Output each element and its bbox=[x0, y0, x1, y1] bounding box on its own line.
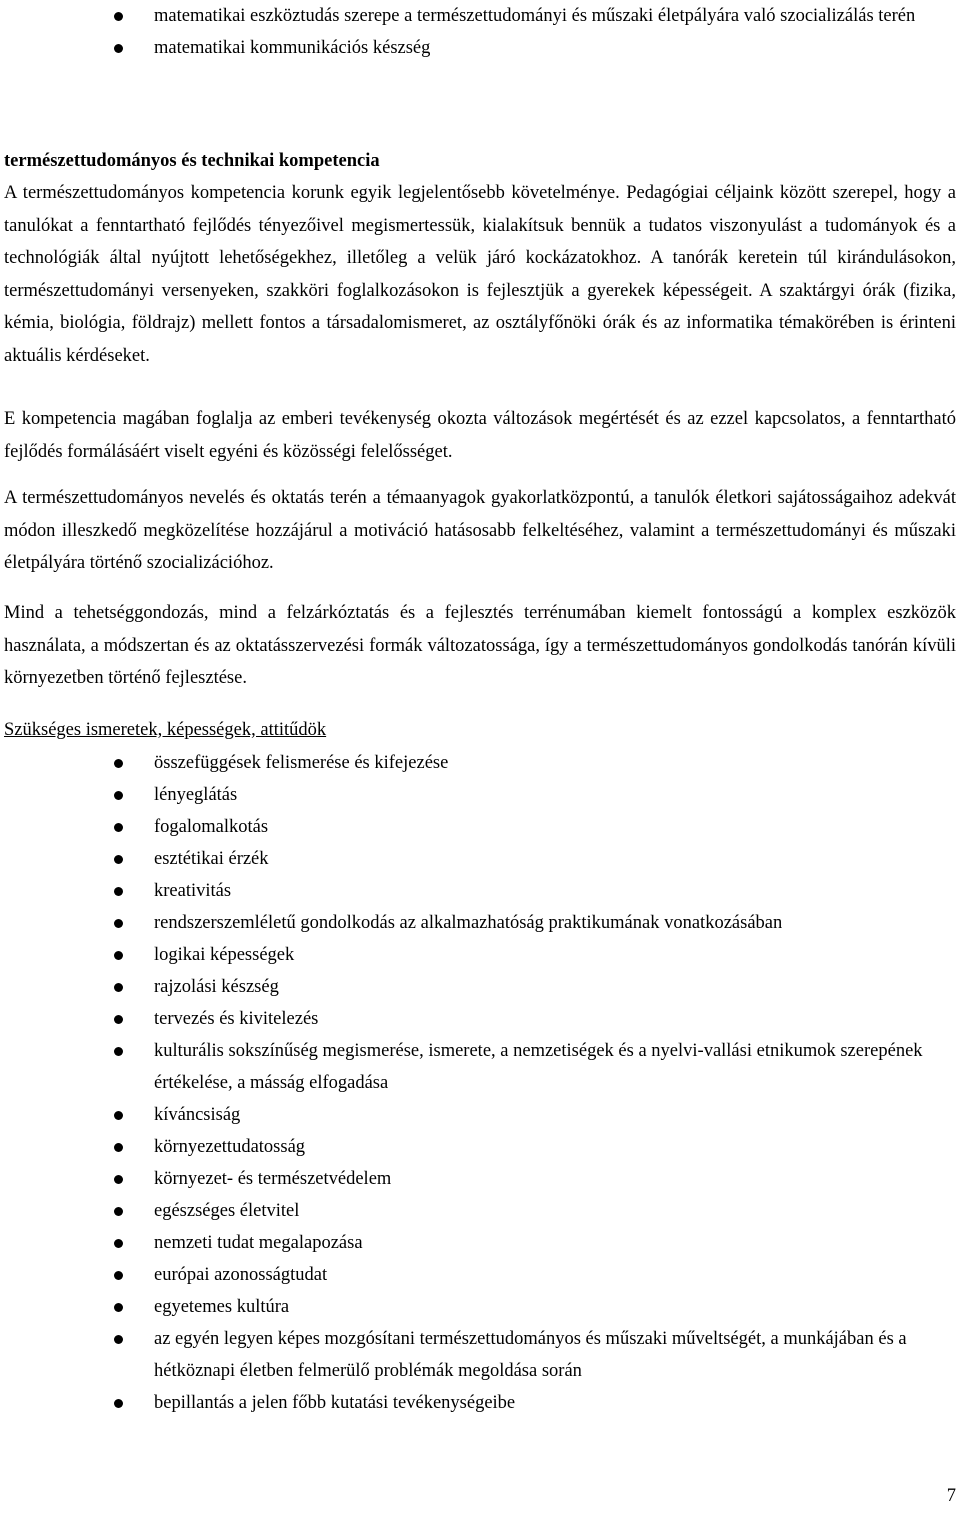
top-bullet-list bbox=[0, 0, 960, 64]
list-item-text: fogalomalkotás bbox=[154, 817, 269, 837]
list-item-text: kreativitás bbox=[154, 881, 232, 901]
list-item bbox=[0, 1387, 960, 1419]
list-item bbox=[0, 1195, 960, 1227]
list-item-text: matematikai eszköztudás szerepe a természettudományi és műszaki életpályára való szocializálás terén bbox=[154, 6, 916, 26]
list-item-text: nemzeti tudat megalapozása bbox=[154, 1233, 363, 1253]
paragraph-talent: Mind a tehetséggondozás, mind a felzárkóztatás és a fejlesztés terrénumában kiemelt fontosságú a komplex eszközök használata, a módszertan és az oktatásszervezési formák változatossága, így a természettudományos gondolkodás tanórán kívüli környezetben történő fejlesztése. bbox=[4, 603, 956, 688]
list-item bbox=[0, 843, 960, 875]
paragraph-education: A természettudományos nevelés és oktatás terén a témaanyagok gyakorlatközpontú, a tanulók életkori sajátosságaihoz adekvát módon illeszkedő megközelítése hozzájárul a motiváció hatásosabb felkeltéséhez, valamint a természettudományi és műszaki életpályára történő szocializációhoz. bbox=[4, 488, 956, 573]
bullet-icon bbox=[114, 1239, 123, 1248]
list-item-text: rajzolási készség bbox=[154, 977, 279, 997]
list-item bbox=[0, 1227, 960, 1259]
bullet-icon bbox=[114, 1207, 123, 1216]
list-item bbox=[0, 1291, 960, 1323]
list-item bbox=[0, 1131, 960, 1163]
list-item-text: egészséges életvitel bbox=[154, 1201, 300, 1221]
bullet-icon bbox=[114, 791, 123, 800]
list-item-text: az egyén legyen képes mozgósítani természettudományos és műszaki műveltségét, a munkájában és a hétköznapi életben felmerülő problémák megoldása során bbox=[154, 1329, 907, 1381]
list-item bbox=[0, 875, 960, 907]
list-item-text: környezet- és természetvédelem bbox=[154, 1169, 392, 1189]
bullet-icon bbox=[114, 1111, 123, 1120]
list-item bbox=[0, 1323, 960, 1387]
paragraph-intro: A természettudományos kompetencia korunk egyik legjelentősebb követelménye. Pedagógiai céljaink között szerepel, hogy a tanulókat a fenntartható fejlődés tényezőivel megismertessük, kialakítsuk bennük a tudatos viszonyulást a tudományok és a technológiák által nyújtott lehetőségekhez, illetőleg a velük járó kockázatokhoz. A tanórák keretein túl kirándulásokon, természettudományi versenyeken, szakköri foglalkozásokon is fejlesztjük a gyerekek képességeit. A szaktárgyi órák (fizika, kémia, biológia, földrajz) mellett fontos a társadalomismeret, az osztályfőnöki órák és az informatika témakörében is érinteni aktuális kérdéseket. bbox=[4, 183, 956, 366]
bullet-icon bbox=[114, 1271, 123, 1280]
list-item bbox=[0, 747, 960, 779]
list-item bbox=[0, 32, 960, 64]
list-item-text: kulturális sokszínűség megismerése, ismerete, a nemzetiségek és a nyelvi-vallási etnikumok szerepének értékelése, a másság elfogadása bbox=[154, 1041, 923, 1093]
bullet-icon bbox=[114, 1015, 123, 1024]
bullet-icon bbox=[114, 1175, 123, 1184]
list-item-text: esztétikai érzék bbox=[154, 849, 269, 869]
paragraph-competence: E kompetencia magában foglalja az emberi tevékenység okozta változások megértését és az ezzel kapcsolatos, a fenntartható fejlődés formálásáért viselt egyéni és közösségi felelősséget. bbox=[4, 409, 956, 462]
list-item bbox=[0, 1003, 960, 1035]
list-item-text: környezettudatosság bbox=[154, 1137, 306, 1157]
list-item-text: matematikai kommunikációs készség bbox=[154, 38, 431, 58]
bullet-icon bbox=[114, 951, 123, 960]
list-item bbox=[0, 1259, 960, 1291]
list-item-text: európai azonosságtudat bbox=[154, 1265, 328, 1285]
bullet-icon bbox=[114, 855, 123, 864]
list-item-text: egyetemes kultúra bbox=[154, 1297, 290, 1317]
section-heading: természettudományos és technikai kompetencia bbox=[4, 151, 380, 171]
bullet-icon bbox=[114, 759, 123, 768]
bullet-icon bbox=[114, 44, 123, 53]
bullet-icon bbox=[114, 887, 123, 896]
bullet-icon bbox=[114, 823, 123, 832]
list-item bbox=[0, 907, 960, 939]
list-item-text: lényeglátás bbox=[154, 785, 238, 805]
bullet-icon bbox=[114, 12, 123, 21]
list-item bbox=[0, 1099, 960, 1131]
list-item bbox=[0, 1035, 960, 1099]
skills-list bbox=[0, 747, 960, 1419]
list-item bbox=[0, 779, 960, 811]
bullet-icon bbox=[114, 1047, 123, 1056]
list-item-text: rendszerszemléletű gondolkodás az alkalmazhatóság praktikumának vonatkozásában bbox=[154, 913, 783, 933]
list-item-text: bepillantás a jelen főbb kutatási tevékenységeibe bbox=[154, 1393, 516, 1413]
list-item-text: összefüggések felismerése és kifejezése bbox=[154, 753, 449, 773]
bullet-icon bbox=[114, 983, 123, 992]
list-item-text: tervezés és kivitelezés bbox=[154, 1009, 319, 1029]
list-item bbox=[0, 1163, 960, 1195]
list-item bbox=[0, 811, 960, 843]
bullet-icon bbox=[114, 1303, 123, 1312]
list-item bbox=[0, 0, 960, 32]
list-item-text: kíváncsiság bbox=[154, 1105, 241, 1125]
list-item bbox=[0, 939, 960, 971]
skills-heading: Szükséges ismeretek, képességek, attitűdök bbox=[4, 720, 327, 740]
bullet-icon bbox=[114, 1335, 123, 1344]
list-item-text: logikai képességek bbox=[154, 945, 295, 965]
bullet-icon bbox=[114, 1399, 123, 1408]
bullet-icon bbox=[114, 919, 123, 928]
list-item bbox=[0, 971, 960, 1003]
bullet-icon bbox=[114, 1143, 123, 1152]
page-number: 7 bbox=[946, 1486, 956, 1506]
